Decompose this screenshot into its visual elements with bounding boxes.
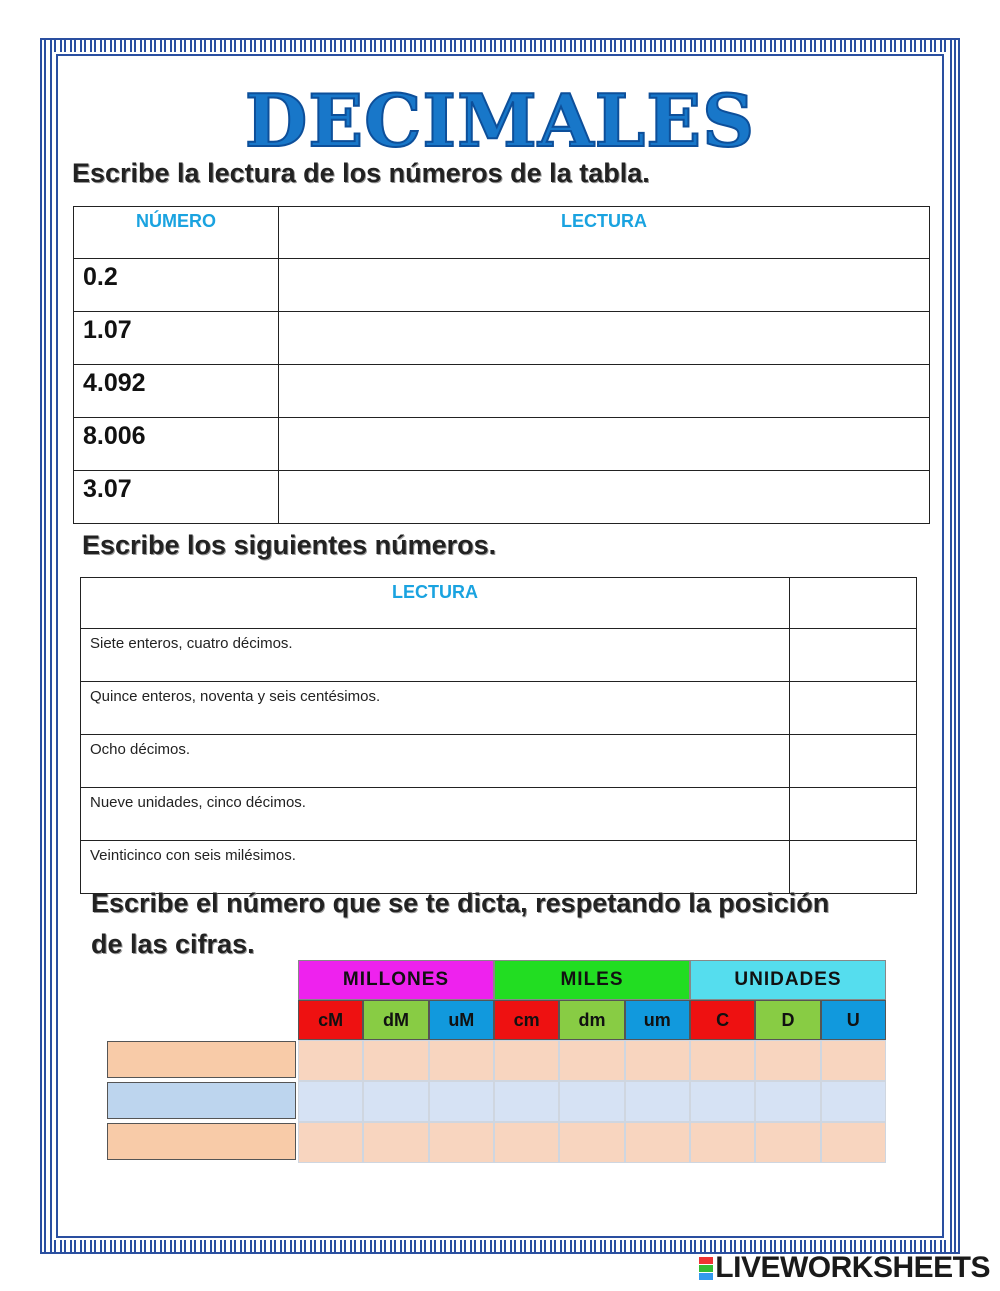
digit-cell[interactable] (429, 1040, 494, 1081)
digit-cell[interactable] (821, 1122, 886, 1163)
table-row (74, 365, 930, 418)
answer-cell[interactable] (790, 629, 917, 682)
digit-cell[interactable] (690, 1040, 755, 1081)
number-cell: 4.092 (74, 365, 279, 418)
table-row (81, 788, 917, 841)
place-dM: dM (363, 1000, 428, 1040)
column-header-numero: NÚMERO (74, 207, 279, 259)
column-header-lectura: LECTURA (81, 578, 790, 629)
table-row (81, 629, 917, 682)
table-row (74, 471, 930, 524)
number-answer-box[interactable] (107, 1123, 296, 1160)
place-value-chart (298, 960, 886, 1163)
table-header-row (74, 207, 930, 259)
place-D: D (755, 1000, 820, 1040)
group-unidades: UNIDADES (690, 960, 886, 1000)
digit-cell[interactable] (298, 1040, 363, 1081)
digit-cell[interactable] (494, 1040, 559, 1081)
table-row (74, 418, 930, 471)
group-millones: MILLONES (298, 960, 494, 1000)
answer-cell[interactable] (279, 259, 930, 312)
number-cell: 8.006 (74, 418, 279, 471)
table-row (81, 735, 917, 788)
number-answer-box[interactable] (107, 1082, 296, 1119)
table-row (74, 259, 930, 312)
digit-cell[interactable] (625, 1081, 690, 1122)
digit-cell[interactable] (494, 1081, 559, 1122)
liveworksheets-logo (699, 1251, 990, 1285)
place-cm: cm (494, 1000, 559, 1040)
digit-cell[interactable] (755, 1081, 820, 1122)
answer-cell[interactable] (790, 735, 917, 788)
numbers-table (80, 577, 917, 894)
section3-heading-line2: de las cifras. (91, 929, 255, 959)
section1-heading: Escribe la lectura de los números de la tabla. (72, 158, 650, 188)
number-cell: 1.07 (74, 312, 279, 365)
digit-row (298, 1040, 886, 1081)
digit-cell[interactable] (559, 1081, 624, 1122)
reading-cell: Nueve unidades, cinco décimos. (81, 788, 790, 841)
answer-cell[interactable] (279, 365, 930, 418)
reading-cell: Siete enteros, cuatro décimos. (81, 629, 790, 682)
place-header-row (298, 1000, 886, 1040)
logo-mark-icon (699, 1256, 713, 1280)
group-miles: MILES (494, 960, 690, 1000)
digit-cell[interactable] (429, 1122, 494, 1163)
digit-cell[interactable] (625, 1040, 690, 1081)
place-U: U (821, 1000, 886, 1040)
digit-cell[interactable] (494, 1122, 559, 1163)
place-C: C (690, 1000, 755, 1040)
digit-cell[interactable] (363, 1122, 428, 1163)
digit-cell[interactable] (821, 1040, 886, 1081)
number-cell: 3.07 (74, 471, 279, 524)
digit-cell[interactable] (429, 1081, 494, 1122)
digit-cell[interactable] (625, 1122, 690, 1163)
digit-cell[interactable] (821, 1081, 886, 1122)
section2-heading: Escribe los siguientes números. (82, 530, 497, 560)
place-um: um (625, 1000, 690, 1040)
answer-cell[interactable] (279, 312, 930, 365)
digit-cell[interactable] (363, 1081, 428, 1122)
answer-cell[interactable] (279, 418, 930, 471)
number-cell: 0.2 (74, 259, 279, 312)
reading-cell: Ocho décimos. (81, 735, 790, 788)
table-row (81, 682, 917, 735)
digit-row (298, 1122, 886, 1163)
page-title: DECIMALES (244, 78, 756, 163)
digit-cell[interactable] (690, 1081, 755, 1122)
table-row (74, 312, 930, 365)
place-dm: dm (559, 1000, 624, 1040)
digit-cell[interactable] (298, 1081, 363, 1122)
column-header-answer (790, 578, 917, 629)
section3-heading-line1: Escribe el número que se te dicta, respetando la posición (91, 888, 830, 918)
digit-cell[interactable] (559, 1040, 624, 1081)
number-answer-box[interactable] (107, 1041, 296, 1078)
answer-cell[interactable] (790, 788, 917, 841)
answer-cell[interactable] (790, 682, 917, 735)
digit-row (298, 1081, 886, 1122)
logo-text: LIVEWORKSHEETS (715, 1251, 990, 1284)
reading-table (73, 206, 930, 524)
digit-cell[interactable] (755, 1040, 820, 1081)
reading-cell: Quince enteros, noventa y seis centésimos. (81, 682, 790, 735)
place-cM: cM (298, 1000, 363, 1040)
digit-cell[interactable] (559, 1122, 624, 1163)
answer-cell[interactable] (790, 841, 917, 894)
place-uM: uM (429, 1000, 494, 1040)
digit-cell[interactable] (755, 1122, 820, 1163)
digit-cell[interactable] (690, 1122, 755, 1163)
digit-cell[interactable] (298, 1122, 363, 1163)
table-row (81, 841, 917, 894)
table-header-row (81, 578, 917, 629)
digit-cell[interactable] (363, 1040, 428, 1081)
column-header-lectura: LECTURA (279, 207, 930, 259)
reading-cell: Veinticinco con seis milésimos. (81, 841, 790, 894)
place-group-row (298, 960, 886, 1000)
answer-cell[interactable] (279, 471, 930, 524)
